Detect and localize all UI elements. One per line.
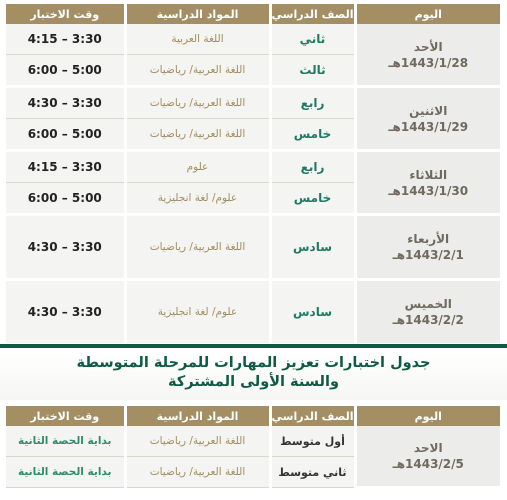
- day-name: الأربعاء: [407, 232, 450, 246]
- day-cell: [355, 426, 500, 488]
- header-grade: الصف الدراسي: [270, 406, 355, 426]
- time-cell: بداية الحصة الثانية: [6, 426, 125, 457]
- day-cell: [355, 215, 500, 280]
- grade-cell: ثاني متوسط: [270, 457, 355, 488]
- schedule-table-intermediate: [6, 406, 500, 489]
- time-cell: 5:00 – 6:00: [6, 55, 125, 87]
- grade-cell: خامس: [270, 183, 355, 215]
- header-time: وقت الاختبار: [6, 406, 125, 426]
- subjects-cell: اللغة العربية/ رياضيات: [125, 55, 270, 87]
- banner-title: [0, 354, 507, 392]
- header-subjects: المواد الدراسية: [125, 406, 270, 426]
- banner-line-1: جدول اختبارات تعزيز المهارات للمرحلة المتوسطة: [76, 355, 431, 371]
- subjects-cell: اللغة العربية: [125, 24, 270, 55]
- subjects-cell: اللغة العربية/ رياضيات: [125, 215, 270, 280]
- header-subjects: المواد الدراسية: [125, 4, 270, 24]
- schedule-table-primary: [6, 4, 500, 346]
- day-name: الاثنين: [409, 103, 448, 118]
- grade-cell: رابع: [270, 151, 355, 183]
- time-cell: 5:00 – 6:00: [6, 183, 125, 215]
- time-cell: 3:30 – 4:30: [6, 87, 125, 119]
- subjects-cell: علوم: [125, 151, 270, 183]
- day-date: 1443/1/30هـ: [388, 183, 469, 198]
- subjects-cell: اللغة العربية/ رياضيات: [125, 119, 270, 151]
- day-cell: [355, 280, 500, 345]
- day-date: 1443/2/1هـ: [392, 248, 464, 262]
- day-name: الثلاثاء: [409, 167, 448, 182]
- day-cell: [355, 24, 500, 87]
- day-date: 1443/2/5هـ: [392, 457, 464, 471]
- time-cell: 5:00 – 6:00: [6, 119, 125, 151]
- banner-line-2: والسنة الأولى المشتركة: [168, 374, 339, 390]
- day-date: 1443/1/28هـ: [388, 55, 469, 70]
- grade-cell: خامس: [270, 119, 355, 151]
- time-cell: بداية الحصة الثانية: [6, 457, 125, 488]
- header-time: وقت الاختبار: [6, 4, 125, 24]
- time-cell: 3:30 – 4:30: [6, 215, 125, 280]
- subjects-cell: علوم/ لغة انجليزية: [125, 280, 270, 345]
- time-cell: 3:30 – 4:15: [6, 24, 125, 55]
- header-day: اليوم: [355, 4, 500, 24]
- day-cell: [355, 151, 500, 215]
- header-day: اليوم: [355, 406, 500, 426]
- header-grade: الصف الدراسي: [270, 4, 355, 24]
- day-cell: [355, 87, 500, 151]
- day-name: الخميس: [404, 297, 452, 311]
- subjects-cell: اللغة العربية/ رياضيات: [125, 87, 270, 119]
- subjects-cell: اللغة العربية/ رياضيات: [125, 457, 270, 488]
- grade-cell: أول متوسط: [270, 426, 355, 457]
- day-date: 1443/2/2هـ: [392, 313, 464, 327]
- grade-cell: سادس: [270, 215, 355, 280]
- time-cell: 3:30 – 4:30: [6, 280, 125, 345]
- day-name: الاحد: [413, 441, 443, 455]
- subjects-cell: اللغة العربية/ رياضيات: [125, 426, 270, 457]
- grade-cell: سادس: [270, 280, 355, 345]
- section-banner: [0, 344, 507, 400]
- day-date: 1443/1/29هـ: [388, 119, 469, 134]
- day-name: الأحد: [413, 39, 443, 54]
- grade-cell: رابع: [270, 87, 355, 119]
- grade-cell: ثالث: [270, 55, 355, 87]
- subjects-cell: علوم/ لغة انجليزية: [125, 183, 270, 215]
- time-cell: 3:30 – 4:15: [6, 151, 125, 183]
- grade-cell: ثاني: [270, 24, 355, 55]
